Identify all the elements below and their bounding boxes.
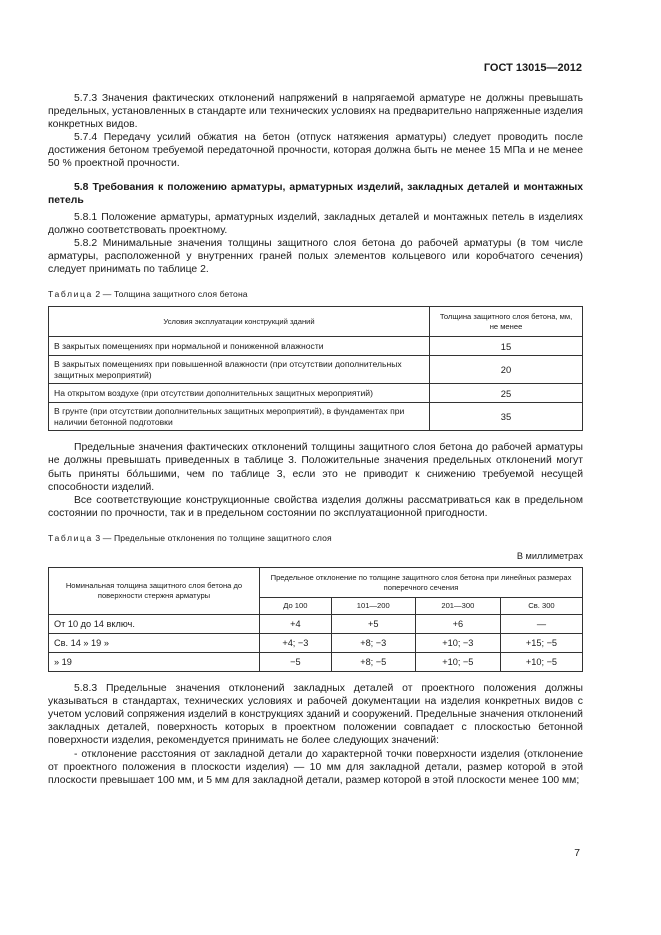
table3-subcol: Св. 300 [500, 598, 582, 615]
standard-header: ГОСТ 13015—2012 [483, 62, 582, 74]
table3-subcol: 101—200 [331, 598, 415, 615]
paragraph-deviation-limits: Предельные значения фактических отклонений толщины защитного слоя бетона до рабочей арматуры не должны превышать приведенных в таблице 3. Положительные значения предельных отклонений могут быть приняты бо́льшими, чем по таблице 3, если это не приводит к снижению требуемой несущей способности изделий. [48, 442, 583, 493]
table-row [49, 337, 583, 356]
table2-col-conditions: Условия эксплуатации конструкций зданий [49, 307, 430, 337]
table2-val: 15 [430, 337, 583, 356]
table-row [49, 384, 583, 403]
table2-val: 35 [430, 403, 583, 431]
paragraph-5-7-3: 5.7.3 Значения фактических отклонений напряжений в напрягаемой арматуре не должны превышать предельных, установленных в стандарте или технических условиях на предварительно напряженные изделия конкретных видов. [48, 93, 583, 131]
table-row [49, 653, 583, 672]
table3-label: От 10 до 14 включ. [49, 615, 260, 634]
table2-cond: В закрытых помещениях при повышенной влажности (при отсутствии дополнительных защитных мероприятий) [49, 356, 430, 384]
table3-val: — [500, 615, 582, 634]
table3-caption-word: Таблица [48, 532, 93, 543]
table2-caption-word: Таблица [48, 289, 93, 300]
table3-val: +5 [331, 615, 415, 634]
table-row [49, 356, 583, 384]
table3-val: −5 [260, 653, 332, 672]
table3-col-nominal: Номинальная толщина защитного слоя бетона до поверхности стержня арматуры [49, 568, 260, 615]
table2-caption [48, 288, 583, 301]
table3-label: » 19 [49, 653, 260, 672]
table3-label: Св. 14 » 19 » [49, 634, 260, 653]
paragraph-5-8-2: 5.8.2 Минимальные значения толщины защитного слоя бетона до рабочей арматуры (в том числе арматуры, расположенной у внутренних граней полых элементов кольцевого или коробчатого сечения) следует принимать по таблице 2. [48, 237, 583, 276]
table3-units: В миллиметрах [516, 550, 583, 561]
table2-cond: В закрытых помещениях при нормальной и пониженной влажности [49, 337, 430, 356]
paragraph-limit-states: Все соответствующие конструкционные свойства изделия должны рассматриваться как в предельном состоянии по прочности, так и в предельном состоянии по эксплуатационной пригодности. [48, 494, 583, 519]
paragraph-5-7-4: 5.7.4 Передачу усилий обжатия на бетон (отпуск натяжения арматуры) следует проводить после достижения бетоном требуемой передаточной прочности, которая должна быть не менее 15 МПа и не менее 50 % проектной прочности. [48, 132, 583, 170]
table3-caption-text: 3 — Предельные отклонения по толщине защитного слоя [92, 532, 332, 543]
table3-caption [48, 532, 583, 545]
section-heading: 5.8 Требования к положению арматуры, арматурных изделий, закладных деталей и монтажных петель [48, 181, 583, 206]
paragraph-embedded-deviation: - отклонение расстояния от закладной детали до характерной точки поверхности изделия (отклонение от проектного положения в плоскости изделия) — 10 мм для закладной детали, размер которой в этой плоскости превышает 100 мм, и 5 мм для закладной детали, размер которой в этой плоскости менее 100 мм; [48, 748, 583, 786]
table-row [49, 634, 583, 653]
table3-header-row [49, 568, 583, 598]
table2-header-row [49, 307, 583, 337]
table2-col-thickness: Толщина защитного слоя бетона, мм, не менее [430, 307, 583, 337]
table2-val: 20 [430, 356, 583, 384]
table-row [49, 615, 583, 634]
table3-val: +4; −3 [260, 634, 332, 653]
table3-val: +15; −5 [500, 634, 582, 653]
table2 [48, 306, 583, 431]
table3-val: +6 [415, 615, 500, 634]
table2-val: 25 [430, 384, 583, 403]
table3-val: +10; −3 [415, 634, 500, 653]
table3-val: +8; −5 [331, 653, 415, 672]
document-body [48, 92, 583, 787]
paragraph-5-8-1: 5.8.1 Положение арматуры, арматурных изделий, закладных деталей и монтажных петель в изделиях должно соответствовать проектному. [48, 211, 583, 236]
table3 [48, 567, 583, 672]
table2-cond: В грунте (при отсутствии дополнительных защитных мероприятий), в фундаментах при наличии бетонной подготовки [49, 403, 430, 431]
table3-val: +10; −5 [415, 653, 500, 672]
table-row [49, 403, 583, 431]
table3-val: +4 [260, 615, 332, 634]
table3-col-group: Предельное отклонение по толщине защитного слоя бетона при линейных размерах поперечного сечения [260, 568, 583, 598]
page-number: 7 [574, 848, 580, 859]
table3-subcol: До 100 [260, 598, 332, 615]
table2-cond: На открытом воздухе (при отсутствии дополнительных защитных мероприятий) [49, 384, 430, 403]
paragraph-5-8-3: 5.8.3 Предельные значения отклонений закладных деталей от проектного положения должны указываться в стандартах, технических условиях и рабочей документации на изделия конкретных видов с учетом условий сопряжения изделий в конструкциях зданий и сооружений. Предельные значения отклонений закладных деталей, поверхность которых в проектном положении совпадает с плоскостью бетонной поверхности изделия, рекомендуется принимать не более следующих значений: [48, 683, 583, 747]
table3-val: +8; −3 [331, 634, 415, 653]
table3-subcol: 201—300 [415, 598, 500, 615]
table3-val: +10; −5 [500, 653, 582, 672]
table2-caption-text: 2 — Толщина защитного слоя бетона [92, 289, 248, 300]
